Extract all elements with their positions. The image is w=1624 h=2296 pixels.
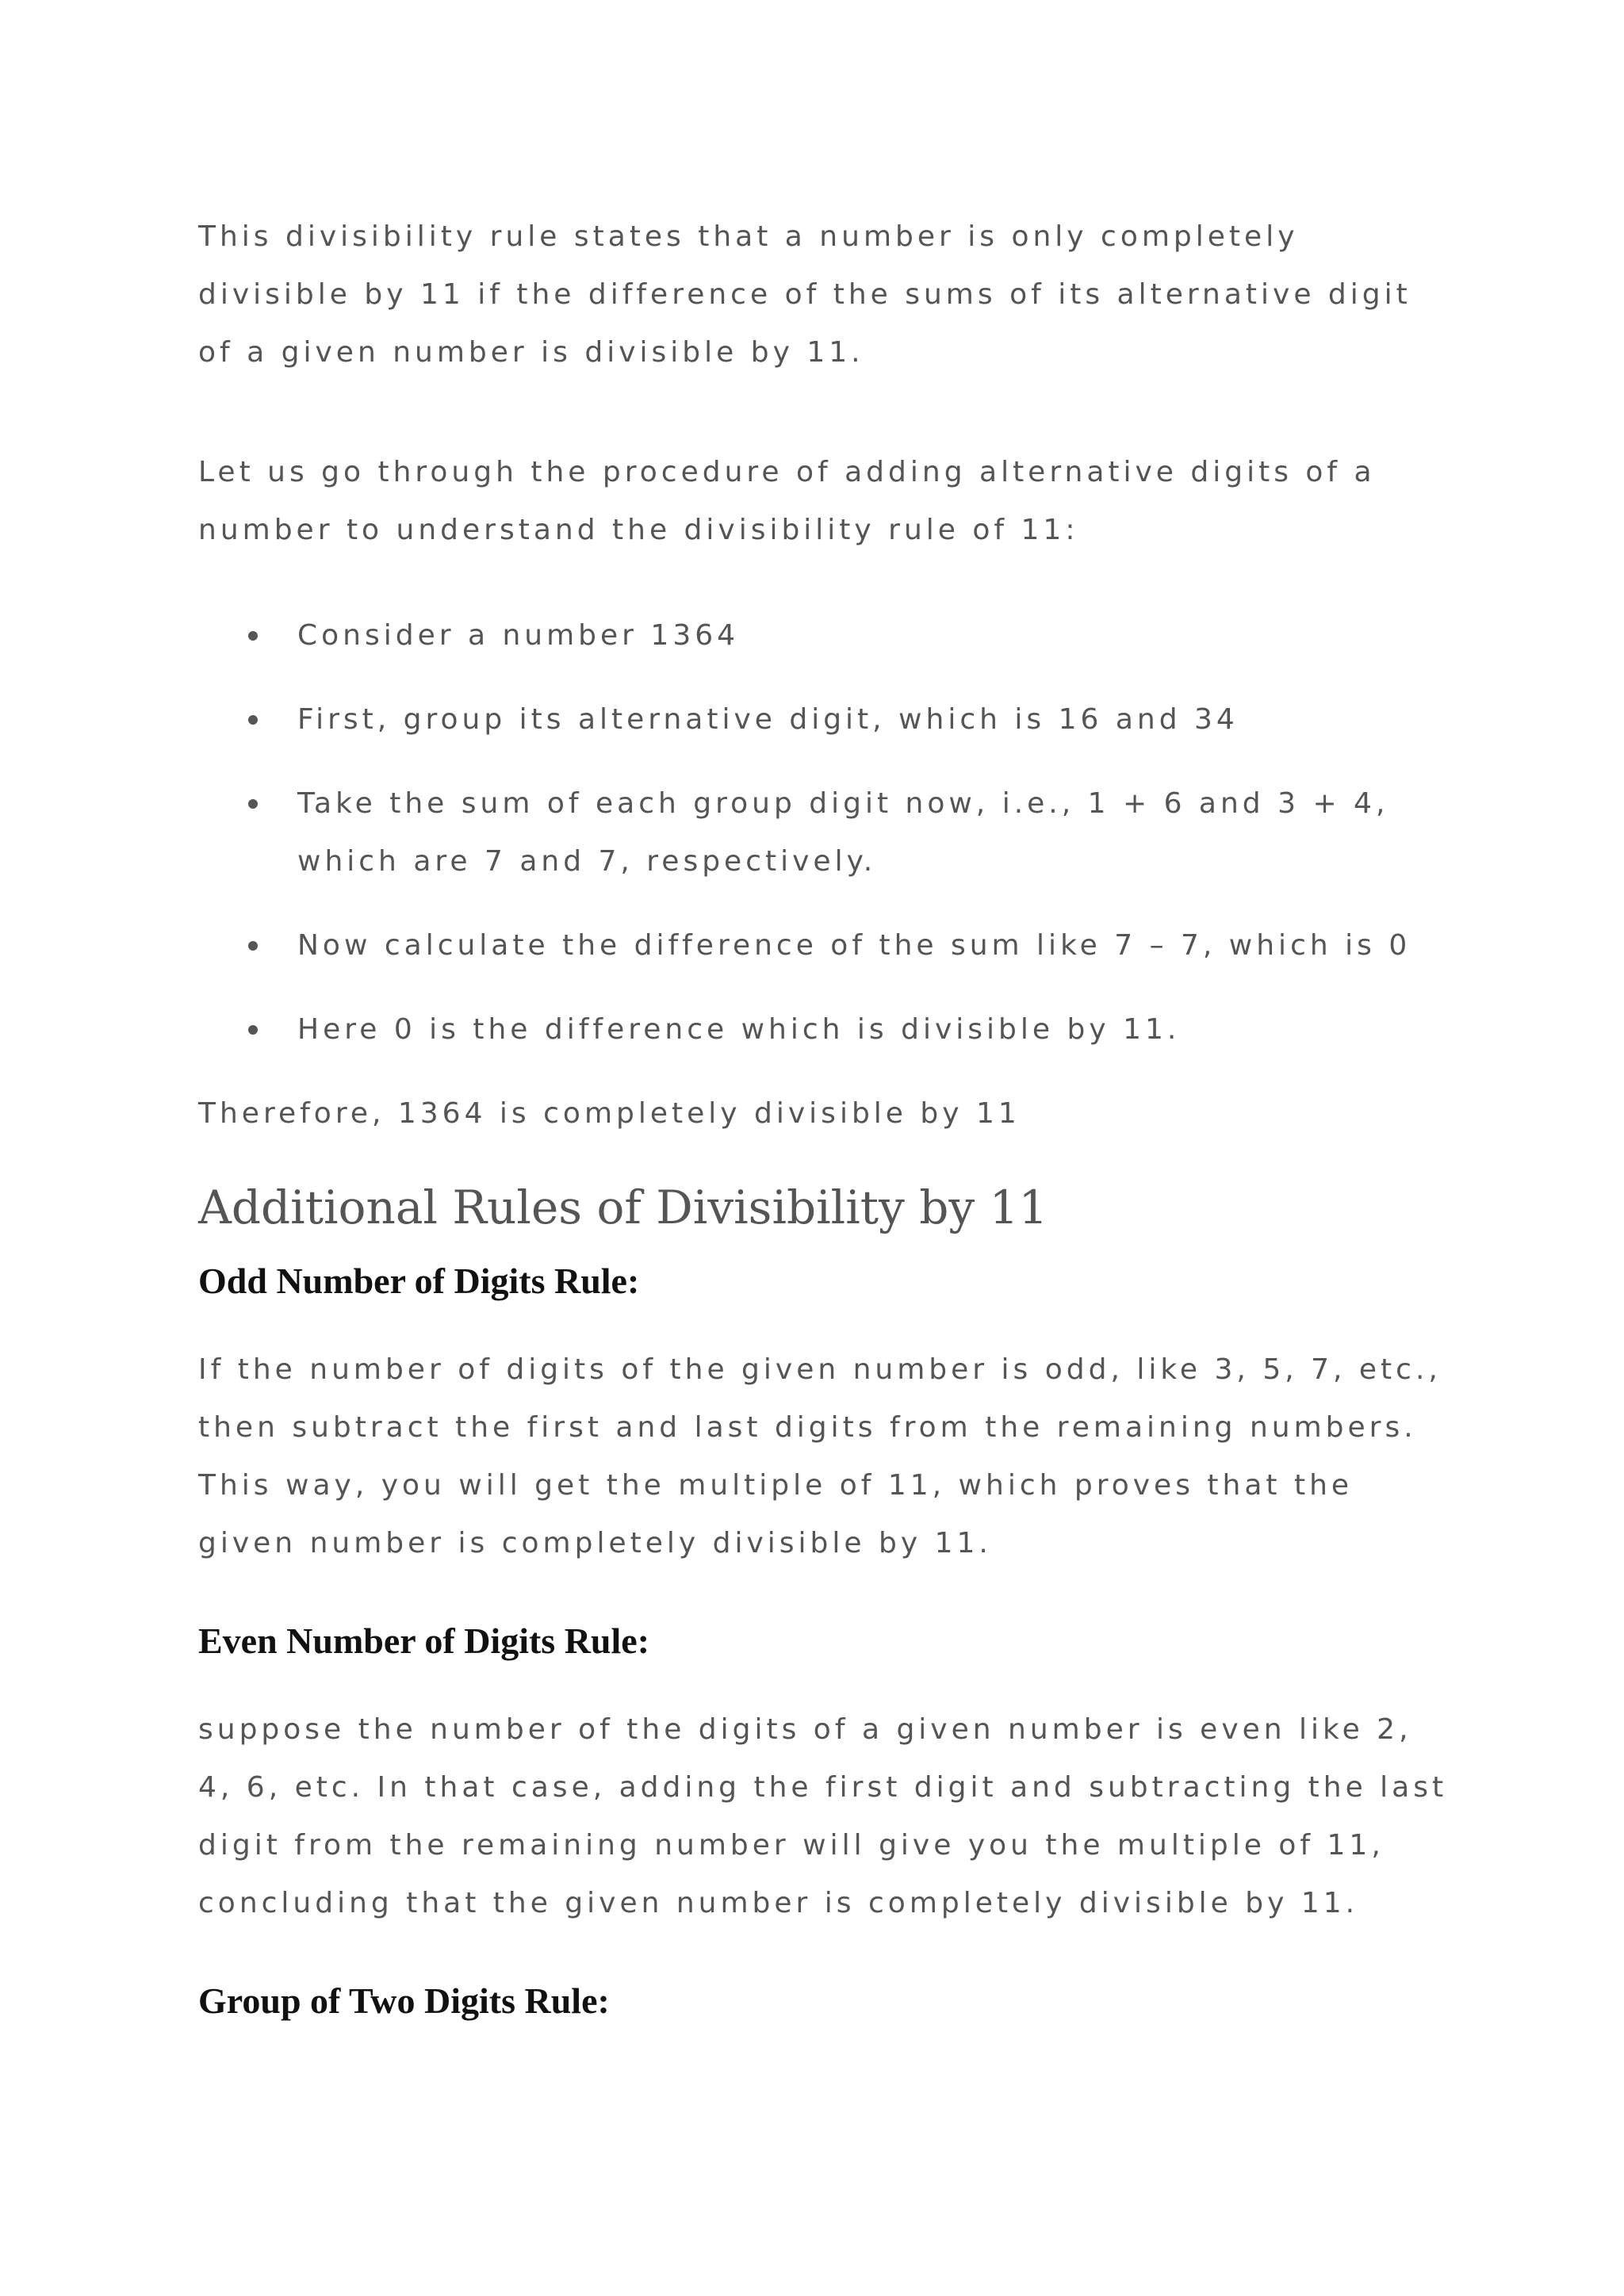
even-rule-paragraph: suppose the number of the digits of a given number is even like 2, 4, 6, etc. In that case, adding the first digit and subtracting the last digit from the remaining number will give you the multiple of 11, concluding that the given number is completely divisible by 11. bbox=[198, 1713, 1448, 1919]
list-item-text: Consider a number 1364 bbox=[297, 619, 740, 652]
procedure-paragraph: Let us go through the procedure of adding alternative digits of a number to understand the divisibility rule of 11: bbox=[198, 456, 1376, 546]
bullet-icon bbox=[248, 631, 258, 641]
list-item bbox=[198, 1001, 1451, 1058]
bullet-icon bbox=[248, 1025, 258, 1035]
list-item bbox=[198, 607, 1451, 664]
bullet-icon bbox=[248, 799, 258, 809]
even-rule-heading: Even Number of Digits Rule: bbox=[198, 1621, 650, 1661]
list-item bbox=[198, 691, 1451, 748]
list-item-text: Here 0 is the difference which is divisible by 11. bbox=[297, 1013, 1181, 1046]
bullet-icon bbox=[248, 941, 258, 951]
list-item-text: Now calculate the difference of the sum like 7 – 7, which is 0 bbox=[297, 929, 1411, 962]
odd-rule-paragraph: If the number of digits of the given number is odd, like 3, 5, 7, etc., then subtract the first and last digits from the remaining numbers. This way, you will get the multiple of 11, which proves that the given number is completely divisible by 11. bbox=[198, 1353, 1442, 1559]
section-heading: Additional Rules of Divisibility by 11 bbox=[198, 1181, 1048, 1234]
group-rule-heading: Group of Two Digits Rule: bbox=[198, 1980, 610, 2021]
odd-rule-heading: Odd Number of Digits Rule: bbox=[198, 1261, 640, 1301]
steps-list bbox=[198, 607, 1451, 1058]
list-item bbox=[198, 916, 1451, 974]
list-item-text: Take the sum of each group digit now, i.e., 1 + 6 and 3 + 4, which are 7 and 7, respectively. bbox=[297, 787, 1389, 878]
conclusion-paragraph: Therefore, 1364 is completely divisible by 11 bbox=[198, 1097, 1021, 1130]
bullet-icon bbox=[248, 715, 258, 725]
document-page bbox=[198, 208, 1451, 2026]
list-item bbox=[198, 775, 1451, 890]
list-item-text: First, group its alternative digit, which is 16 and 34 bbox=[297, 703, 1239, 736]
intro-paragraph: This divisibility rule states that a number is only completely divisible by 11 if the difference of the sums of its alternative digit of a given number is divisible by 11. bbox=[198, 220, 1411, 369]
